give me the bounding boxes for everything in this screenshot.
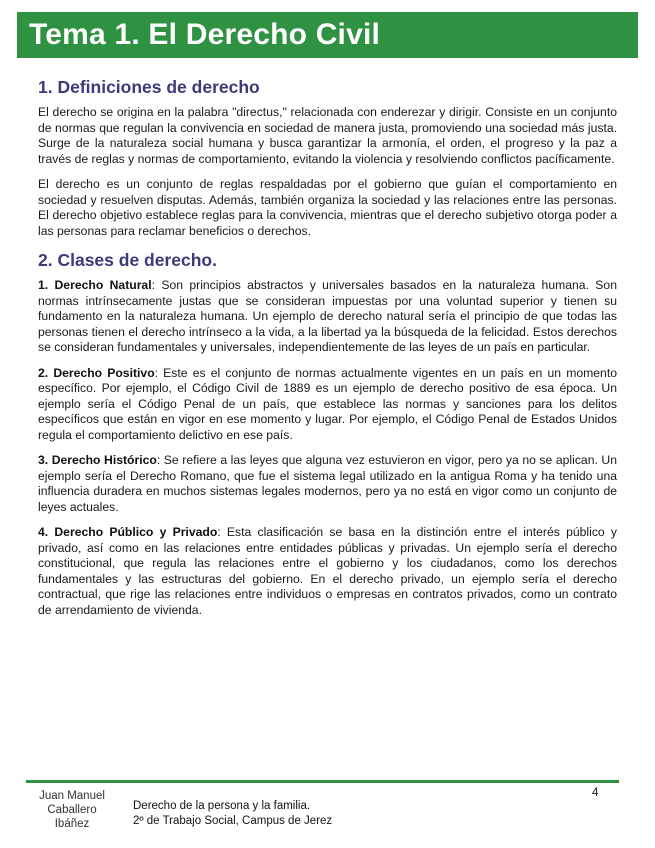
course-line: 2º de Trabajo Social, Campus de Jerez xyxy=(133,815,333,827)
item-text: : Son principios abstractos y universales basados en la naturaleza humana. Son normas intrínsecamente justas que se consideran impuestas por una voluntad superior y tienen su fundamento en la naturaleza humana. Un ejemplo de derecho natural sería el principio de que todas las personas tienen el derecho intrínseco a la vida, a la libertad ya la búsqueda de la felicidad. Estos derechos se consideran fundamentales y universales, independientemente de las leyes de un país en particular. xyxy=(38,278,617,354)
item-text: : Se refiere a las leyes que alguna vez estuvieron en vigor, pero ya no se aplican. Un ejemplo sería el Derecho Romano, que fue el sistema legal utilizado en la antigua Roma y ha tenido una influencia duradera en muchos sistemas legales modernos, pero ya no está en vigor como un conjunto de leyes actuales. xyxy=(38,453,617,514)
page-number: 4 xyxy=(592,787,599,799)
section-heading-clases: 2. Clases de derecho. xyxy=(38,250,217,270)
list-item-derecho-natural xyxy=(38,278,617,356)
item-term: 3. Derecho Histórico xyxy=(38,453,157,467)
course-line: Derecho de la persona y la familia. xyxy=(133,800,311,812)
section-heading-definiciones: 1. Definiciones de derecho xyxy=(38,77,260,97)
paragraph: El derecho se origina en la palabra "directus," relacionada con enderezar y dirigir. Consiste en un conjunto de normas que regulan la convivencia en sociedad de manera justa, promoviendo una sociedad más justa. Surge de la naturaleza social humana y busca garantizar la armonía, el orden, el progreso y la paz a través de reglas y normas de comportamiento, evitando la violencia y resolviendo conflictos pacíficamente. xyxy=(38,105,617,166)
author-line: Ibáñez xyxy=(54,818,90,830)
page-title: Tema 1. El Derecho Civil xyxy=(29,18,381,51)
footer-divider xyxy=(26,780,619,783)
item-text: : Esta clasificación se basa en la distinción entre el interés público y privado, así como en las relaciones entre entidades públicas y privadas. Un ejemplo sería el derecho constitucional, que regula las relaciones entre el gobierno y los ciudadanos, como los derechos fundamentales y las estructuras del gobierno. En el derecho privado, un ejemplo sería el derecho contractual, que rige las relaciones entre individuos o empresas en contratos privados, como un contrato de arrendamiento de vivienda. xyxy=(38,525,617,617)
list-item-derecho-publico-privado xyxy=(38,525,617,618)
list-item-derecho-historico xyxy=(38,453,617,515)
item-term: 4. Derecho Público y Privado xyxy=(38,525,218,539)
document-body xyxy=(38,76,617,628)
list-item-derecho-positivo xyxy=(38,366,617,444)
author-line: Juan Manuel xyxy=(39,790,105,802)
item-term: 2. Derecho Positivo xyxy=(38,365,155,380)
footer-author xyxy=(30,789,114,831)
title-banner xyxy=(17,12,638,58)
item-text: : Este es el conjunto de normas actualmente vigentes en un país en un momento específico. Por ejemplo, el Código Civil de 1889 es un ejemplo de derecho positivo de esa época. Un ejemplo sería el Código Penal de un país, que establece las normas y sanciones para los delitos específicos que están en vigor en ese momento y lugar. Por ejemplo, el Código Penal de Estados Unidos regula el comportamiento delictivo en ese país. xyxy=(38,365,617,442)
footer-course-info xyxy=(133,799,332,829)
item-term: 1. Derecho Natural xyxy=(38,278,152,292)
paragraph: El derecho es un conjunto de reglas respaldadas por el gobierno que guían el comportamiento en sociedad y resuelven disputas. Además, también organiza la sociedad y las relaciones entre las personas. El derecho objetivo establece reglas para la convivencia, mientras que el derecho subjetivo otorga poder a las personas para reclamar beneficios o derechos. xyxy=(38,177,617,238)
author-line: Caballero xyxy=(47,804,97,816)
